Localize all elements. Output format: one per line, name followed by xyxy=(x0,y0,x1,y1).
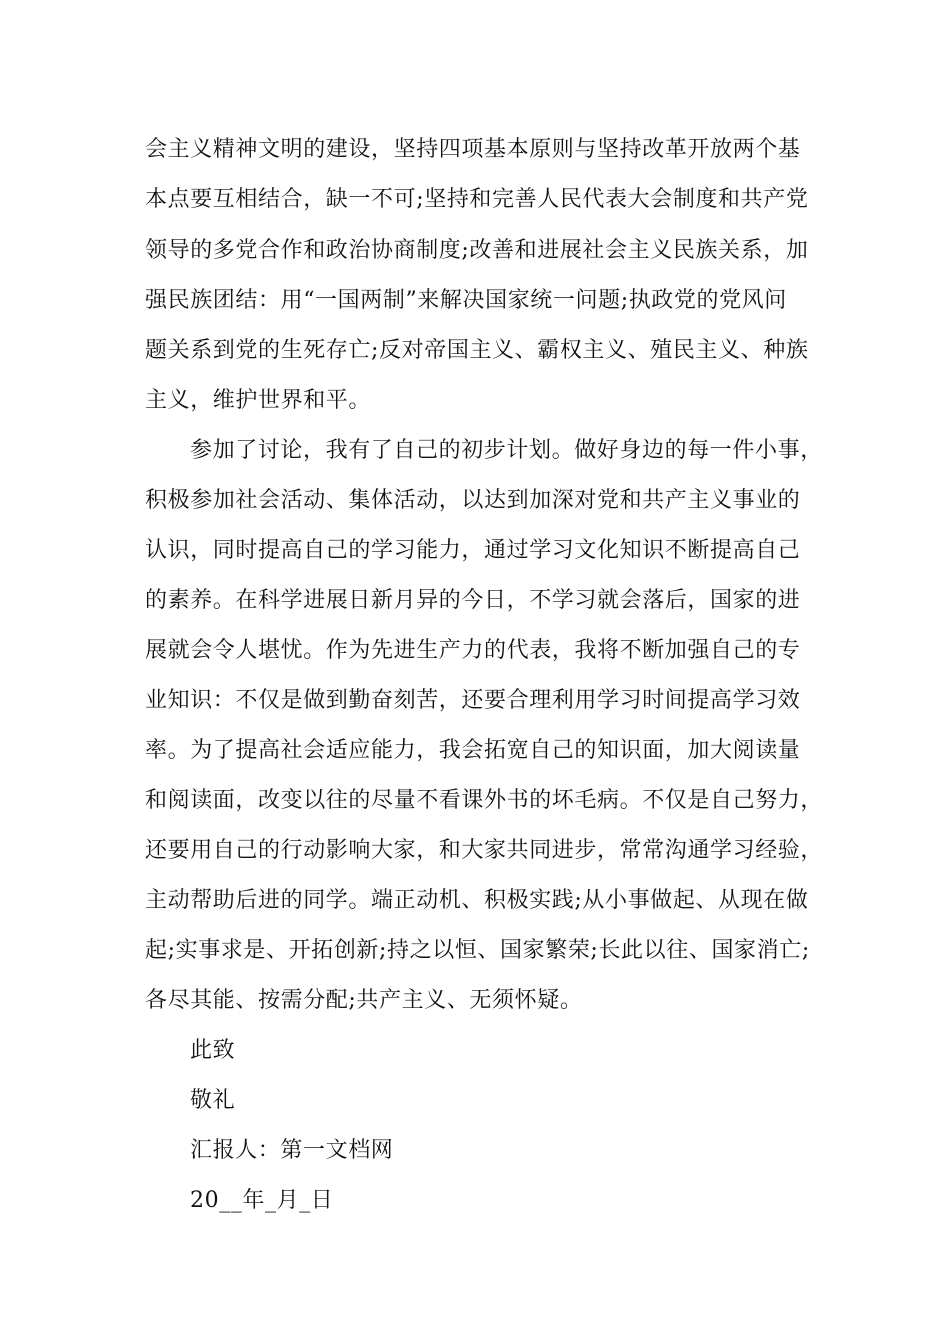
paragraph-2-line-12: 各尽其能、按需分配;共产主义、无须怀疑。 xyxy=(145,988,583,1013)
paragraph-2-line-8: 和阅读面，改变以往的尽量不看课外书的坏毛病。不仅是自己努力， xyxy=(145,788,824,813)
paragraph-2-line-4: 的素养。在科学进展日新月异的今日，不学习就会落后，国家的进 xyxy=(145,588,801,613)
paragraph-2-line-3: 认识，同时提高自己的学习能力，通过学习文化知识不断提高自己 xyxy=(145,538,801,563)
paragraph-2-line-2: 积极参加社会活动、集体活动，以达到加深对党和共产主义事业的 xyxy=(145,488,801,513)
paragraph-2-line-11: 起;实事求是、开拓创新;持之以恒、国家繁荣;长此以往、国家消亡; xyxy=(145,938,810,963)
paragraph-1-line-4: 强民族团结：用“一国两制”来解决国家统一问题;执政党的党风问 xyxy=(145,288,787,313)
paragraph-2-line-5: 展就会令人堪忧。作为先进生产力的代表，我将不断加强自己的专 xyxy=(145,638,801,663)
paragraph-2-line-1: 参加了讨论，我有了自己的初步计划。做好身边的每一件小事， xyxy=(190,438,823,463)
paragraph-2-line-10: 主动帮助后进的同学。端正动机、积极实践;从小事做起、从现在做 xyxy=(145,888,809,913)
paragraph-1-line-5: 题关系到党的生死存亡;反对帝国主义、霸权主义、殖民主义、种族 xyxy=(145,338,809,363)
reporter-signature: 汇报人：第一文档网 xyxy=(190,1138,394,1163)
paragraph-1-line-3: 领导的多党合作和政治协商制度;改善和进展社会主义民族关系，加 xyxy=(145,238,809,263)
paragraph-1-line-2: 本点要互相结合，缺一不可;坚持和完善人民代表大会制度和共产党 xyxy=(145,187,809,212)
paragraph-2-line-6: 业知识：不仅是做到勤奋刻苦，还要合理利用学习时间提高学习效 xyxy=(145,688,801,713)
paragraph-1-line-6: 主义，维护世界和平。 xyxy=(145,388,372,413)
paragraph-2-line-7: 率。为了提高社会适应能力，我会拓宽自己的知识面，加大阅读量 xyxy=(145,738,801,763)
closing-text: 此致 xyxy=(190,1038,236,1063)
salutation-text: 敬礼 xyxy=(190,1088,236,1113)
paragraph-1-line-1: 会主义精神文明的建设，坚持四项基本原则与坚持改革开放两个基 xyxy=(145,137,801,162)
date-line: 20__年_月_日 xyxy=(190,1188,334,1213)
paragraph-2-line-9: 还要用自己的行动影响大家，和大家共同进步，常常沟通学习经验， xyxy=(145,838,824,863)
